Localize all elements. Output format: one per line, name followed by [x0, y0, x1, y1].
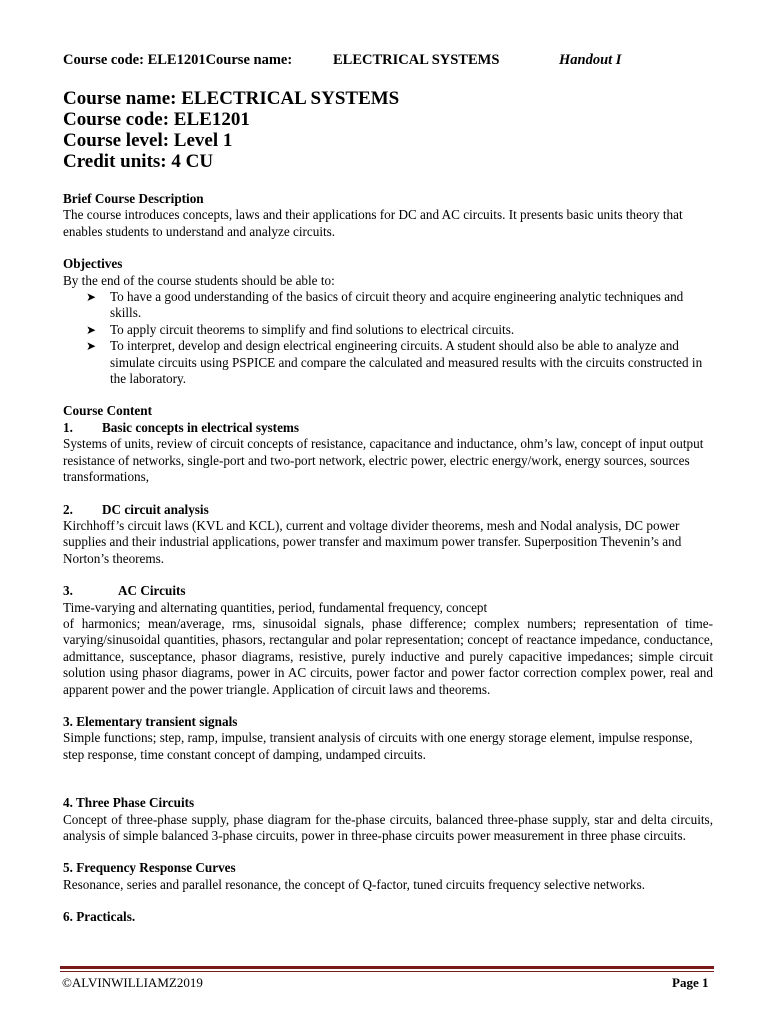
- course-name-title: Course name: ELECTRICAL SYSTEMS: [63, 88, 400, 109]
- course-code-title: Course code: ELE1201: [63, 109, 250, 130]
- arrowhead-bullet-icon: ➤: [86, 322, 97, 337]
- section-three-phase-text: Concept of three-phase supply, phase diagram for the-phase circuits, balanced three-phase supply, star and delta circuits, analysis of simple balanced 3-phase circuits, power in three-phase circuits power measurement in three phase circuits.: [63, 811, 713, 843]
- section-frequency-heading: 5. Frequency Response Curves: [63, 860, 236, 876]
- objectives-heading: Objectives: [63, 256, 123, 272]
- section-transient-heading: 3. Elementary transient signals: [63, 713, 238, 729]
- section-3-heading: 3. AC Circuits: [63, 583, 186, 599]
- objectives-intro: By the end of the course students should be able to:: [63, 272, 335, 288]
- objective-item: ➤ To interpret, develop and design electrical engineering circuits. A student should also be able to analyze and simulate circuits using PSPICE and compare the calculated and measured results with the circuits constructed in the laboratory.: [86, 338, 703, 387]
- section-3-first-line: Time-varying and alternating quantities, period, fundamental frequency, concept: [63, 599, 488, 615]
- section-2-heading: 2. DC circuit analysis: [63, 501, 209, 517]
- footer-page-number: Page 1: [672, 975, 709, 990]
- course-level-title: Course level: Level 1: [63, 130, 233, 151]
- arrowhead-bullet-icon: ➤: [86, 339, 97, 354]
- section-2-text: Kirchhoff’s circuit laws (KVL and KCL), current and voltage divider theorems, mesh and Nodal analysis, DC power supplies and their industrial applications, power transfer and maximum power transfer. Superposition Thevenin’s and Norton’s theorems.: [63, 517, 682, 566]
- header-handout: Handout I: [559, 52, 622, 68]
- description-text: The course introduces concepts, laws and their applications for DC and AC circuits. It presents basic units theory that enables students to understand and analyze circuits.: [63, 207, 683, 239]
- header-course-code: Course code: ELE1201Course name:: [63, 52, 293, 68]
- footer-rule-thick: [60, 966, 714, 969]
- description-heading: Brief Course Description: [63, 191, 204, 206]
- section-1-text: Systems of units, review of circuit concepts of resistance, capacitance and inductance, ohm’s law, concept of input output resistance of networks, single-port and two-port network, electric power, electric energy/work, energy sources, sources transformations,: [63, 436, 704, 485]
- header-subject: ELECTRICAL SYSTEMS: [333, 52, 500, 68]
- objectives-list: [63, 289, 713, 387]
- section-three-phase-heading: 4. Three Phase Circuits: [63, 795, 195, 811]
- course-titles: [63, 88, 399, 172]
- section-practicals-heading: 6. Practicals.: [63, 909, 136, 925]
- objective-item: ➤ To have a good understanding of the basics of circuit theory and acquire engineering analytic techniques and skills.: [86, 289, 684, 321]
- document-body: [63, 191, 713, 926]
- section-transient-text: Simple functions; step, ramp, impulse, transient analysis of circuits with one energy storage element, impulse response, step response, time constant concept of damping, undamped circuits.: [63, 730, 693, 762]
- section-3-text: of harmonics; mean/average, rms, sinusoidal signals, phase difference; complex numbers; representation of time-varying/sinusoidal quantities, phasors, rectangular and polar representation; concept of reactance impedance, conductance, admittance, susceptance, phasor diagrams, resistive, purely inductive and purely capacitive impedances; simple circuit solution using phasor diagrams, power in AC circuits, power factor and power factor correction complex power, real and apparent power and the power triangle. Application of circuit laws and theorems.: [63, 615, 713, 697]
- objective-item: ➤ To apply circuit theorems to simplify and find solutions to electrical circuits.: [86, 321, 515, 337]
- credit-units-title: Credit units: 4 CU: [63, 151, 214, 172]
- content-heading: Course Content: [63, 403, 153, 419]
- footer-copyright: ©ALVINWILLIAMZ2019: [62, 975, 203, 990]
- footer-rule-thin: [60, 971, 714, 972]
- arrowhead-bullet-icon: ➤: [86, 290, 97, 305]
- section-1-heading: 1. Basic concepts in electrical systems: [63, 419, 300, 435]
- section-frequency-text: Resonance, series and parallel resonance, the concept of Q-factor, tuned circuits frequency selective networks.: [63, 876, 646, 892]
